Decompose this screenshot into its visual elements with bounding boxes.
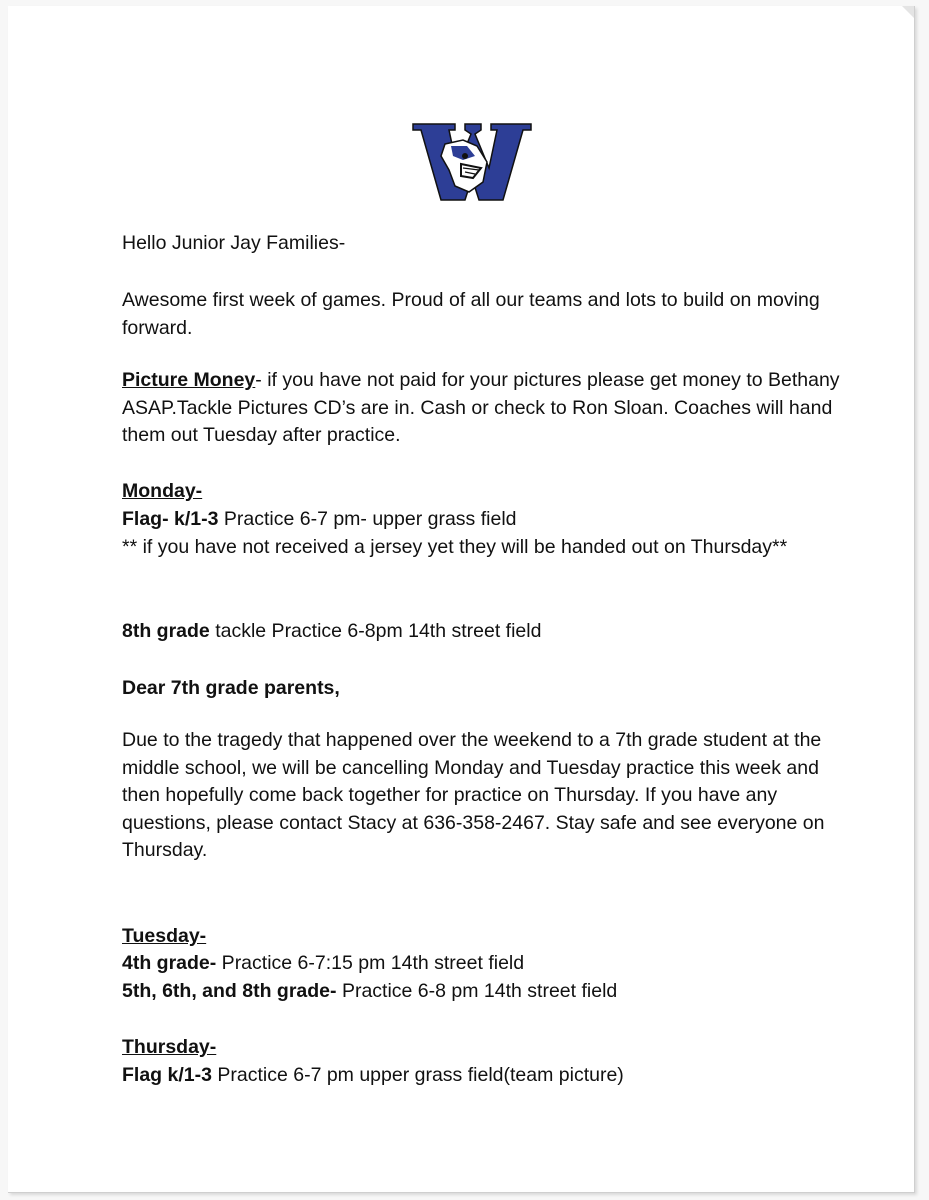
tuesday-others-label: 5th, 6th, and 8th grade-	[122, 980, 337, 1002]
picture-money-label: Picture Money	[122, 369, 256, 391]
eighth-grade-label: 8th grade	[122, 620, 210, 642]
seventh-grade-heading: Dear 7th grade parents,	[122, 677, 340, 699]
thursday-flag-label: Flag k/1-3	[122, 1064, 212, 1086]
tuesday-fourth-text: Practice 6-7:15 pm 14th street field	[216, 952, 525, 974]
junior-jays-w-bluejay-logo-icon	[411, 122, 533, 202]
tuesday-heading: Tuesday-	[122, 925, 207, 947]
tuesday-fourth-label: 4th grade-	[122, 952, 217, 974]
document-page	[8, 6, 915, 1193]
tuesday-others-text: Practice 6-8 pm 14th street field	[336, 980, 618, 1002]
monday-flag-line	[122, 506, 852, 534]
thursday-heading: Thursday-	[122, 1036, 217, 1058]
thursday-flag-line	[122, 1062, 852, 1090]
eighth-grade-text: tackle Practice 6-8pm 14th street field	[209, 620, 542, 642]
monday-flag-text: Practice 6-7 pm- upper grass field	[218, 508, 517, 530]
monday-flag-label: Flag- k/1-3	[122, 508, 219, 530]
thursday-flag-text: Practice 6-7 pm upper grass field(team picture)	[211, 1064, 624, 1086]
eighth-grade-line	[122, 618, 852, 646]
seventh-grade-notice: Due to the tragedy that happened over the weekend to a 7th grade student at the middle school, we will be cancelling Monday and Tuesday practice this week and then hopefully come back together for practice on Thursday. If you have any questions, please contact Stacy at 636-358-2467. Stay safe and see everyone on Thursday.	[122, 729, 825, 861]
tuesday-fourth-line	[122, 950, 852, 978]
page-corner	[902, 6, 914, 18]
picture-money-text: - if you have not paid for your pictures please get money to Bethany ASAP.Tackle Pictures CD’s are in. Cash or check to Ron Sloan. Coaches will hand them out Tuesday after practice.	[122, 369, 840, 446]
intro-paragraph: Awesome first week of games. Proud of all our teams and lots to build on moving forward.	[122, 289, 820, 339]
tuesday-others-line	[122, 978, 852, 1006]
jersey-note: ** if you have not received a jersey yet they will be handed out on Thursday**	[122, 536, 788, 558]
picture-money-paragraph	[122, 367, 852, 450]
monday-heading: Monday-	[122, 480, 203, 502]
greeting: Hello Junior Jay Families-	[122, 232, 346, 254]
